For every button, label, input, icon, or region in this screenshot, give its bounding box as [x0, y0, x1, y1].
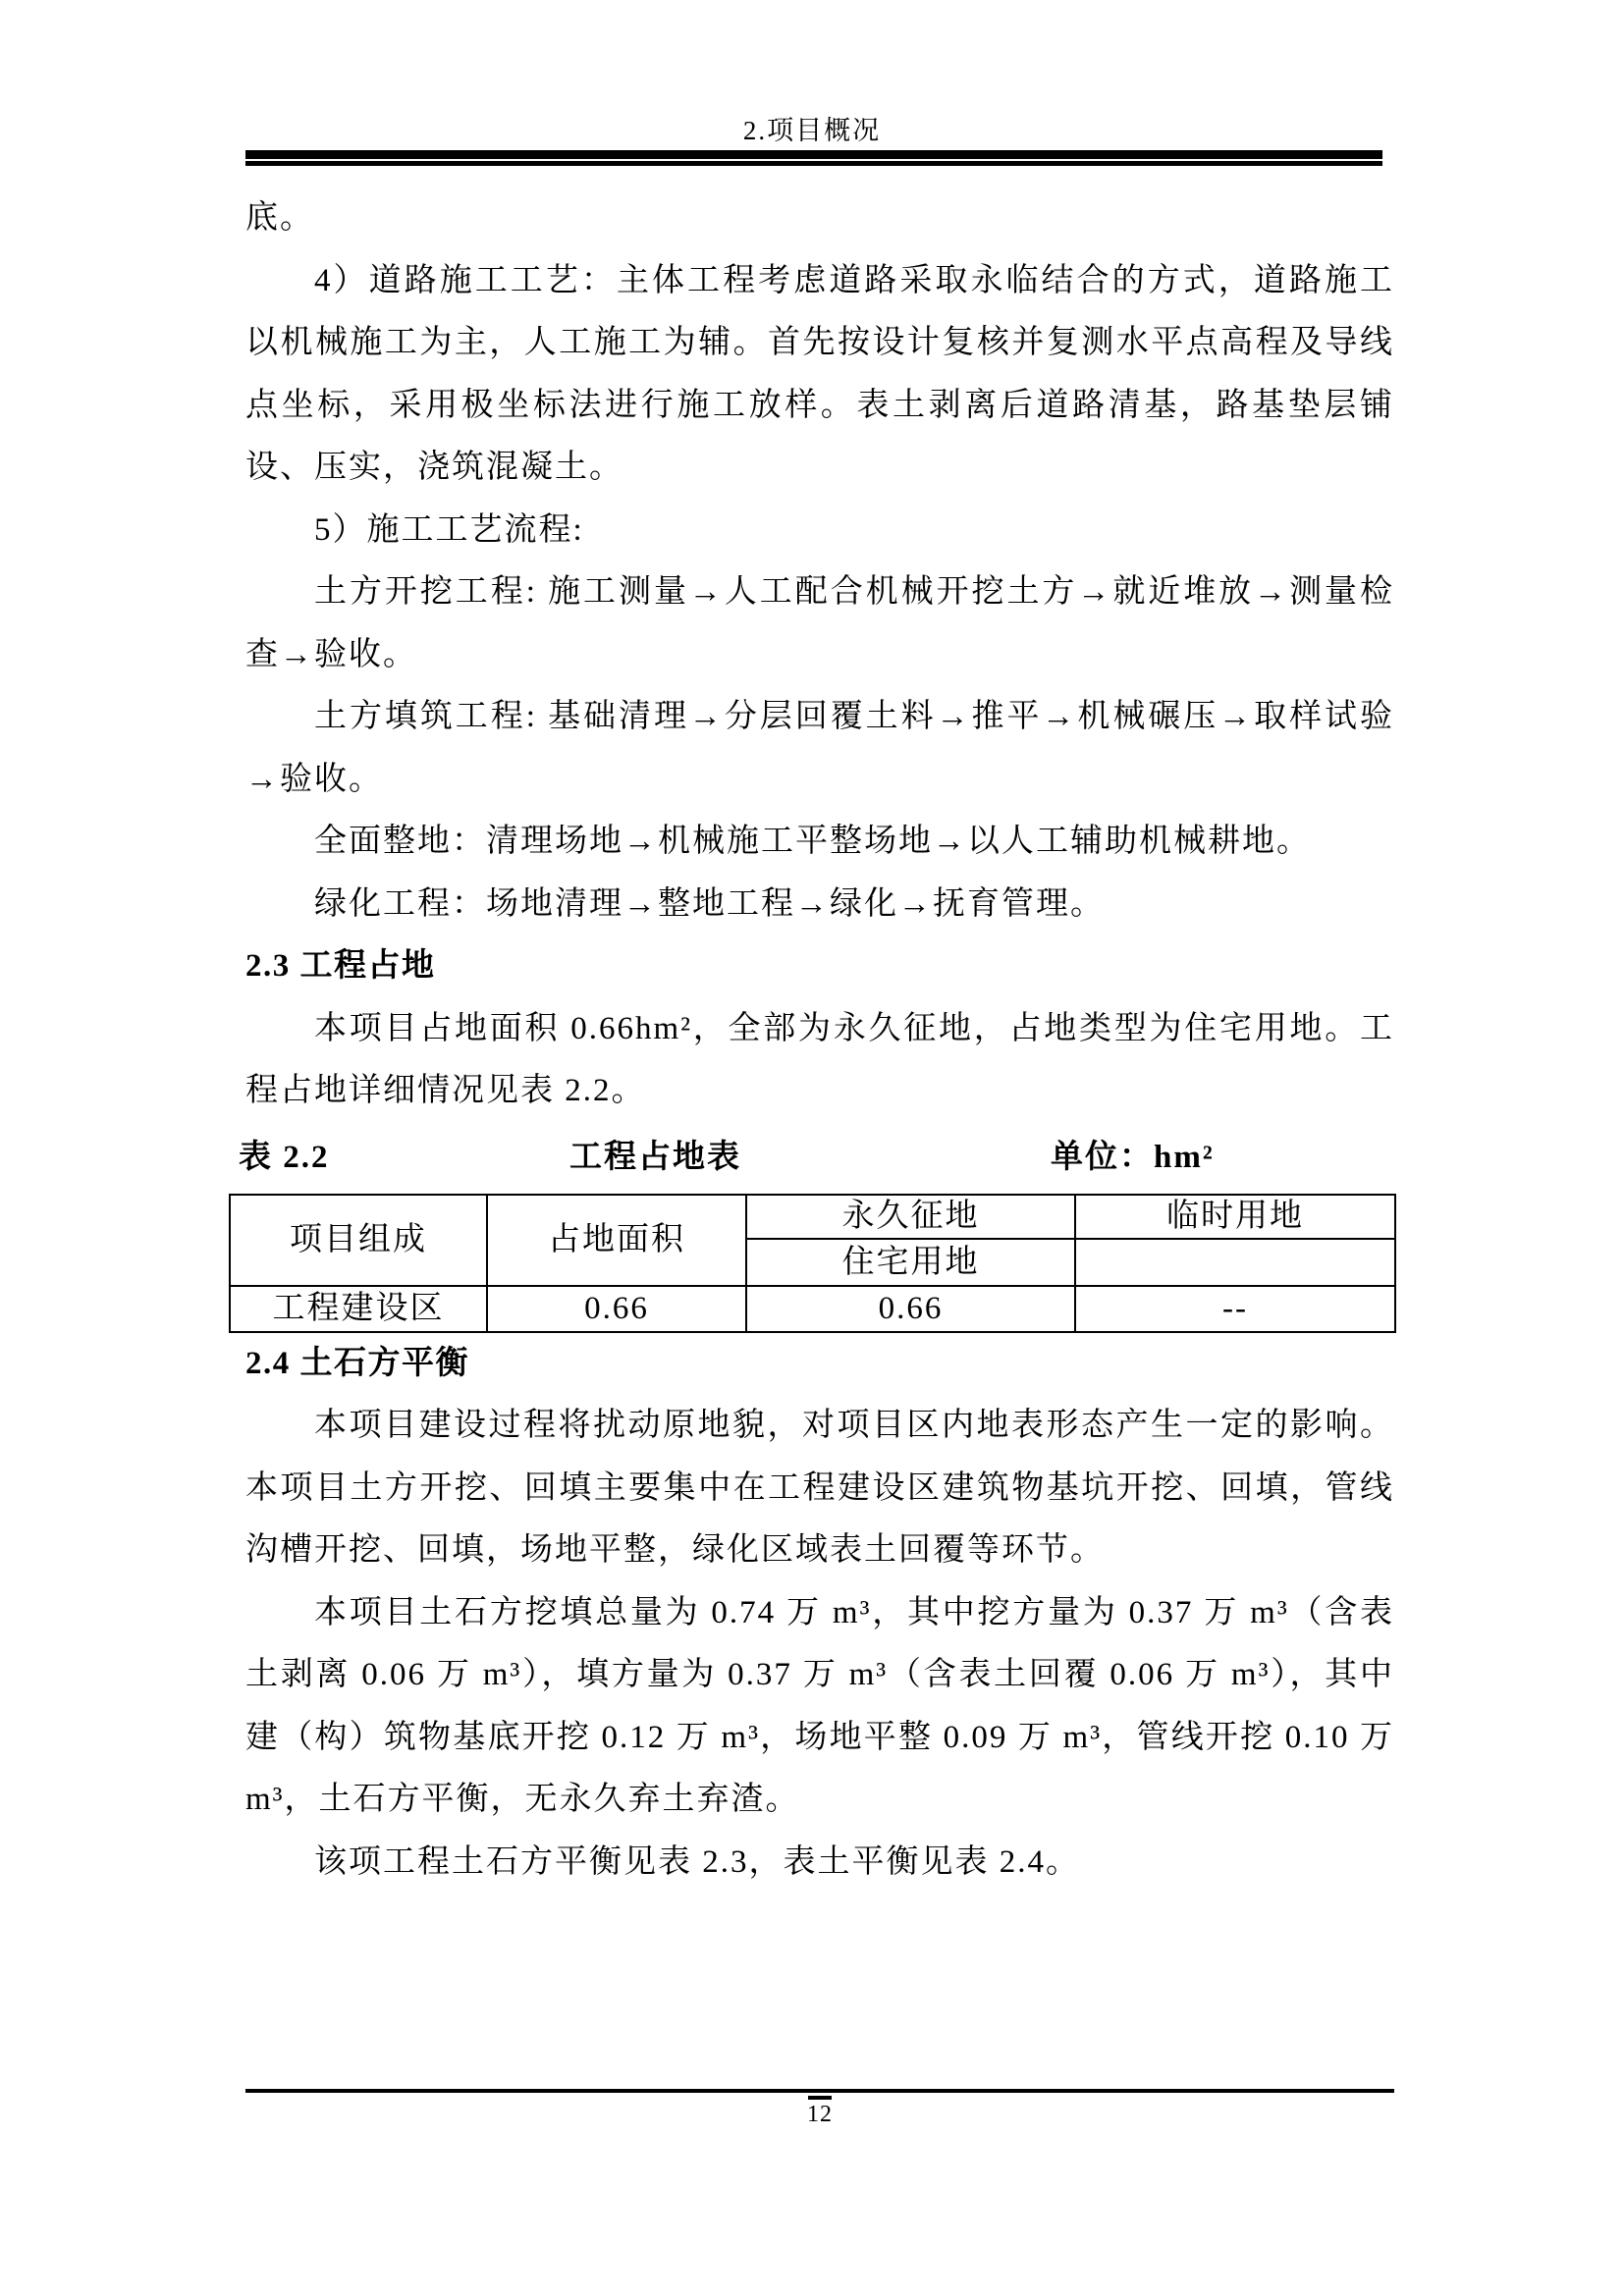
table-header-row-1: [230, 1195, 1395, 1239]
header-cell-project-component: 项目组成: [230, 1195, 487, 1286]
header-cell-residential: 住宅用地: [746, 1239, 1075, 1286]
paragraph-process-flow-title: 5）施工工艺流程:: [314, 511, 584, 548]
table-caption-unit: 单位：hm²: [1051, 1139, 1215, 1175]
section-heading-2-3: 2.3 工程占地: [245, 948, 436, 984]
cell-row-permanent: 0.66: [746, 1286, 1075, 1332]
paragraph-road-construction: 4）道路施工工艺：主体工程考虑道路采取永临结合的方式，道路施工以机械施工为主，人工施工为辅。首先按设计复核并复测水平点高程及导线点坐标，采用极坐标法进行施工放样。表土剥离后道路清基，路基垫层铺设、压实，浇筑混凝土。: [245, 262, 1394, 485]
page-content: [239, 187, 1394, 1894]
paragraph-greening-flow: 绿化工程：场地清理→整地工程→绿化→抚育管理。: [314, 885, 1105, 922]
header-cell-permanent: 永久征地: [746, 1195, 1075, 1239]
section-heading-2-4: 2.4 土石方平衡: [245, 1345, 469, 1381]
footer-rule: [245, 2089, 1394, 2093]
table-row: [230, 1286, 1395, 1332]
footer-dash: [808, 2096, 832, 2100]
paragraph-fill-flow: 土方填筑工程: 基础清理→分层回覆土料→推平→机械碾压→取样试验→验收。: [245, 699, 1394, 797]
page-number: 12: [807, 2102, 833, 2127]
cell-row-name: 工程建设区: [230, 1286, 487, 1332]
paragraph-earthwork-volumes: 本项目土石方挖填总量为 0.74 万 m³，其中挖方量为 0.37 万 m³（含表土剥离 0.06 万 m³），填方量为 0.37 万 m³（含表土回覆 0.06 万 m³），其中建（构）筑物基底开挖 0.12 万 m³，场地平整 0.09 万 m³，管线开挖 0.10 万 m³，土石方平衡，无永久弃土弃渣。: [245, 1594, 1394, 1817]
paragraph-land-leveling-flow: 全面整地：清理场地→机械施工平整场地→以人工辅助机械耕地。: [314, 824, 1311, 859]
page-footer: [245, 2089, 1394, 2127]
running-header-chapter-title: 2.项目概况: [742, 116, 882, 145]
paragraph-earthwork-reference: 该项工程土石方平衡见表 2.3，表土平衡见表 2.4。: [314, 1843, 1080, 1880]
header-cell-land-area: 占地面积: [487, 1195, 746, 1286]
paragraph-excavation-flow: 土方开挖工程: 施工测量→人工配合机械开挖土方→就近堆放→测量检查→验收。: [245, 574, 1394, 672]
header-cell-temporary: 临时用地: [1075, 1195, 1395, 1239]
table-caption-label: 表 2.2: [239, 1139, 330, 1175]
cell-row-temporary: --: [1075, 1286, 1395, 1332]
land-occupation-table: [229, 1194, 1396, 1333]
paragraph-earthwork-disturbance: 本项目建设过程将扰动原地貌，对项目区内地表形态产生一定的影响。本项目土方开挖、回填主要集中在工程建设区建筑物基坑开挖、回填，管线沟槽开挖、回填，场地平整，绿化区域表土回覆等环节。: [245, 1408, 1394, 1568]
paragraph-land-occupation: 本项目占地面积 0.66hm²，全部为永久征地，占地类型为住宅用地。工程占地详细情况见表 2.2。: [245, 1010, 1394, 1108]
table-caption-title: 工程占地表: [569, 1139, 741, 1175]
paragraph-continued: 底。: [245, 200, 314, 236]
header-rule: [245, 150, 1382, 166]
table-caption: [239, 1135, 1394, 1190]
header-cell-temporary-sub: [1075, 1239, 1395, 1286]
cell-row-area: 0.66: [487, 1286, 746, 1332]
